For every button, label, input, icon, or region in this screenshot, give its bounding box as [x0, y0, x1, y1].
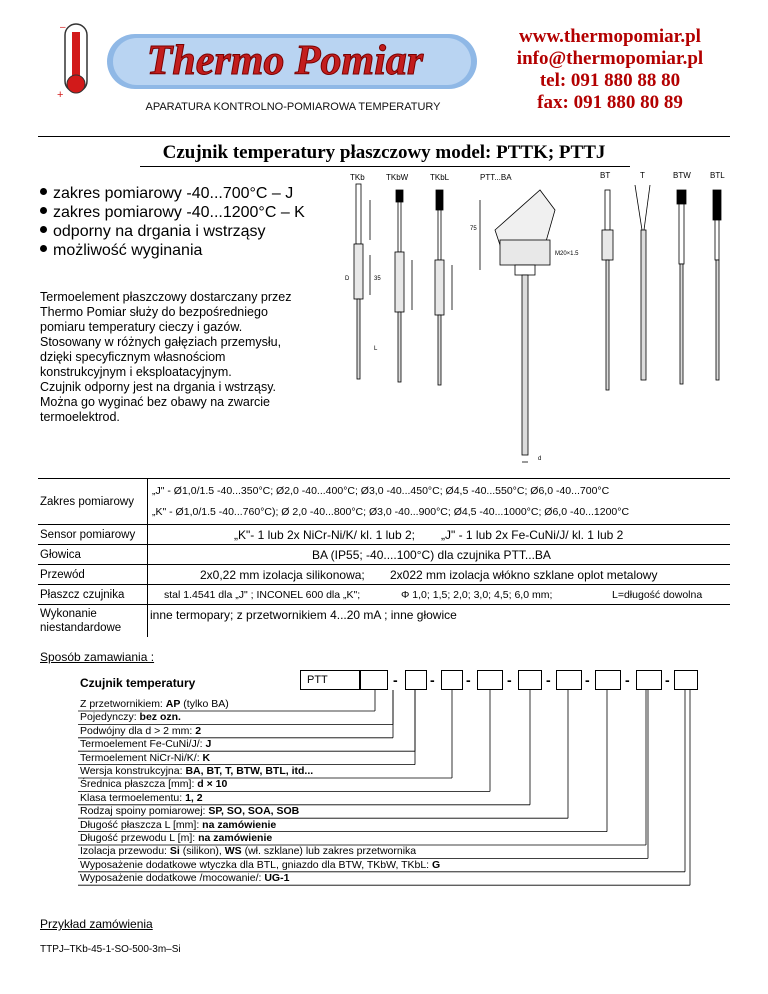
logo-text: Thermo Pomiar: [146, 38, 424, 84]
dim-d: d: [538, 456, 542, 462]
label-tkb: TKb: [350, 173, 365, 182]
order-item: Termoelement Fe-CuNi/J/: J: [80, 738, 212, 751]
spec-row-glowica: Głowica BA (IP55; -40....100°C) dla czujnika PTT...BA: [38, 544, 730, 565]
order-item: Średnica płaszcza [mm]: d × 10: [80, 778, 228, 791]
code-dash: -: [625, 672, 630, 688]
svg-text:+: +: [57, 89, 64, 101]
label-btw: BTW: [673, 171, 691, 180]
label-tkbw: TKbW: [386, 173, 409, 182]
feature-item: zakres pomiarowy -40...700°C – J: [40, 184, 305, 203]
order-item: Izolacja przewodu: Si (silikon), WS (wł. szklane) lub zakres przetwornika: [80, 845, 417, 858]
order-item: Klasa termoelementu: 1, 2: [80, 791, 203, 804]
order-item: Długość przewodu L [m]: na zamówienie: [80, 832, 273, 844]
spec-row-przewod: Przewód 2x0,22 mm izolacja silikonowa; 2x022 mm izolacja włókno szklane oplot metalowy: [38, 564, 730, 585]
logo-subtitle: APARATURA KONTROLNO-POMIAROWA TEMPERATURY: [145, 101, 441, 113]
spec-row-sensor: Sensor pomiarowy „K"- 1 lub 2x NiCr-Ni/K/ kl. 1 lub 2; „J" - 1 lub 2x Fe-CuNi/J/ kl. 1 lub 2: [38, 524, 730, 545]
spec-row-wykonanie: Wykonanie niestandardowe inne termopary; z przetwornikiem 4...20 mA ; inne głowice: [38, 604, 730, 637]
spec-row-zakres: Zakres pomiarowy „J" - Ø1,0/1.5 -40...350°C; Ø2,0 -40...400°C; Ø3,0 -40...450°C; Ø4,5 -40...550°C; Ø6,0 -40...700°C „K" - Ø1,0/1.5 -40...760°C); Ø 2,0 -40...800°C; Ø3,0 -40...900°C; Ø4,5 -40...1000°C; Ø6,0 -40...1200°C: [38, 478, 730, 525]
order-item: Wyposażenie dodatkowe /mocowanie/: UG-1: [80, 872, 290, 885]
order-heading: Sposób zamawiania :: [40, 650, 155, 664]
email-link[interactable]: info@thermopomiar.pl: [516, 48, 704, 69]
order-title: Czujnik temperatury: [80, 676, 196, 690]
order-item: Długość płaszcza L [mm]: na zamówienie: [80, 818, 277, 831]
spec-row-plaszcz: Płaszcz czujnika stal 1.4541 dla „J" ; INCONEL 600 dla „K"; Φ 1,0; 1,5; 2,0; 3,0; 4,5; 6,0 mm; L=długość dowolna: [38, 584, 730, 605]
order-item: Wersja konstrukcyjna: BA, BT, T, BTW, BTL, itd...: [80, 765, 314, 777]
code-dash: -: [393, 672, 398, 688]
code-dash: -: [430, 672, 435, 688]
svg-text:–: –: [60, 22, 66, 33]
code-dash: -: [466, 672, 471, 688]
description: Termoelement płaszczowy dostarczany przez Thermo Pomiar służy do bezpośredniego pomiaru temperatury cieczy i gazów. Stosowany w różnych gałęziach przemysłu, dzięki specyficznym własnościom konstrukcyjnym i eksploatacyjnym. Czujnik odporny jest na drgania i wstrząsy. Można go wyginać bez obawy na zwarcie termoelektrod.: [40, 290, 292, 424]
dim-d-cap: D: [345, 276, 350, 282]
page-title: Czujnik temperatury płaszczowy model: PTTK; PTTJ: [162, 142, 606, 163]
code-box-ptt: PTT: [300, 670, 360, 690]
fax: fax: 091 880 80 89: [537, 92, 683, 113]
label-tkbl: TKbL: [430, 173, 450, 182]
example-code: TTPJ–TKb-45-1-SO-500-3m–Si: [40, 944, 181, 955]
order-item: Wyposażenie dodatkowe wtyczka dla BTL, gniazdo dla BTW, TKbW, TKbL: G: [80, 858, 441, 871]
code-dash: -: [585, 672, 590, 688]
dim-35: 35: [374, 276, 381, 282]
phone: tel: 091 880 88 80: [539, 70, 681, 91]
code-dash: -: [665, 672, 670, 688]
label-bt: BT: [600, 171, 611, 180]
feature-item: odporny na drgania i wstrząsy: [40, 222, 305, 241]
code-dash: -: [507, 672, 512, 688]
label-btl: BTL: [710, 171, 725, 180]
feature-item: możliwość wyginania: [40, 241, 305, 260]
label-t: T: [640, 171, 645, 180]
example-heading: Przykład zamówienia: [40, 917, 153, 931]
dim-l: L: [374, 346, 378, 352]
order-item: Rodzaj spoiny pomiarowej: SP, SO, SOA, SOB: [80, 805, 300, 818]
order-item: Termoelement NiCr-Ni/K/: K: [80, 751, 211, 764]
order-item: Z przetwornikiem: AP (tylko BA): [80, 698, 229, 710]
code-dash: -: [546, 672, 551, 688]
dim-m20: M20×1.5: [555, 251, 579, 257]
label-ptt-ba: PTT...BA: [480, 173, 512, 182]
website-link[interactable]: www.thermopomiar.pl: [519, 26, 701, 47]
order-item: Podwójny dla d > 2 mm: 2: [80, 724, 202, 737]
dim-75: 75: [470, 226, 477, 232]
order-item: Pojedynczy: bez ozn.: [80, 711, 181, 724]
feature-item: zakres pomiarowy -40...1200°C – K: [40, 203, 305, 222]
